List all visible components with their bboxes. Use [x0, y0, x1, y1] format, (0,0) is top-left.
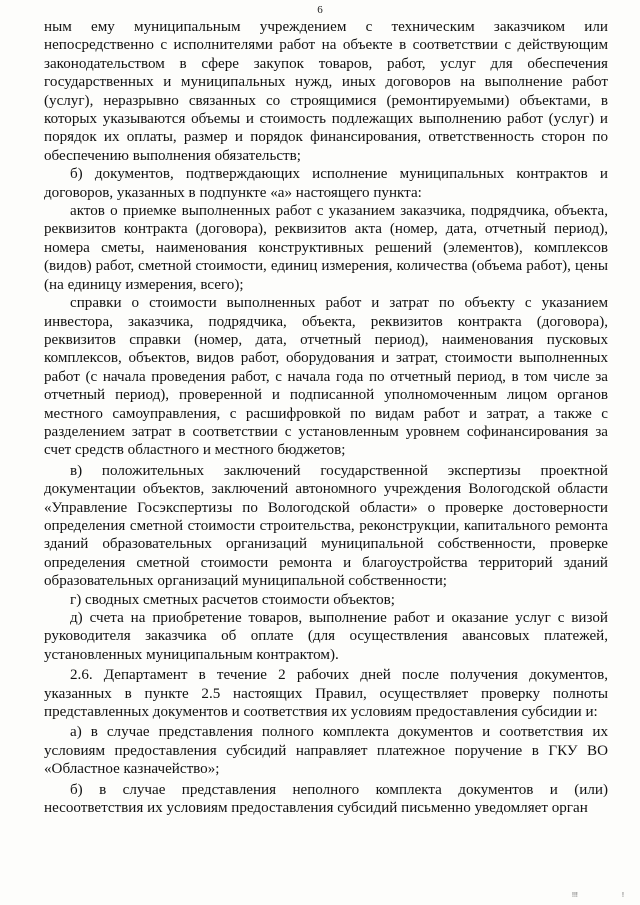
paragraph-a-complete: а) в случае представления полного комплекта документов и соответствия их условиям предоставления субсидий направляет платежное поручение в ГКУ ВО «Областное казначейство»; [44, 724, 608, 778]
footer-mark-right: ! [622, 892, 624, 899]
paragraph-g-estimates: г) сводных сметных расчетов стоимости объектов; [70, 591, 396, 608]
footer-mark-left: !!! [572, 892, 578, 899]
page-number: 6 [317, 4, 323, 16]
paragraph-2-6: 2.6. Департамент в течение 2 рабочих дней после получения документов, указанных в пункте 2.5 настоящих Правил, осуществляет проверку полноты представленных документов и соответствия их условиям предоставления субсидии и: [44, 667, 608, 721]
paragraph-v-expertise: в) положительных заключений государственной экспертизы проектной документации объектов, заключений автономного учреждения Вологодской области «Управление Госэкспертизы по Вологодской области» о проверке достоверности определения сметной стоимости строительства, реконструкции, капитального ремонта зданий образовательных организаций муниципальной собственности, проверке определения сметной стоимости ремонта и благоустройства территорий зданий образовательных организаций муниципальной собственности; [44, 462, 608, 590]
paragraph-continuation: ным ему муниципальным учреждением с техническим заказчиком или непосредственно с исполнителями работ на объекте в соответствии с действующим законодательством в сфере закупок товаров, работ, услуг для обеспечения государственных и муниципальных нужд, иных договоров на выполнение работ (услуг), неразрывно связанных со строящимися (ремонтируемыми) объектами, в которых указываются объемы и стоимость подлежащих выполнению работ (услуг) и порядок их оплаты, размер и порядок финансирования, ответственность сторон по обеспечению выполнения обязательств; [44, 19, 608, 164]
document-body [44, 18, 608, 817]
paragraph-d-invoices: д) счета на приобретение товаров, выполнение работ и оказание услуг с визой руководителя заказчика об оплате (для осуществления авансовых платежей, установленных муниципальным контрактом). [44, 610, 608, 663]
paragraph-cost-certificate: справки о стоимости выполненных работ и затрат по объекту с указанием инвестора, заказчика, подрядчика, объекта, реквизитов контракта (договора), реквизитов справки (номер, дата, отчетный период), наименования пусковых комплексов, объектов, видов работ, оборудования и затрат, стоимости выполненных работ (с начала проведения работ, с начала года по отчетный период, в том числе за отчетный период), проверенной и подписанной уполномоченным лицом органов местного самоуправления, с расшифровкой по видам работ и затрат, а также с разделением затрат в соответствии с установленным уровнем софинансирования за счет средств областного и местного бюджетов; [44, 295, 608, 459]
paragraph-b-incomplete: б) в случае представления неполного комплекта документов и (или) несоответствия их условиям предоставления субсидий письменно уведомляет орган [44, 781, 608, 817]
paragraph-b-documents: б) документов, подтверждающих исполнение муниципальных контрактов и договоров, указанных в подпункте «а» настоящего пункта: [44, 166, 608, 201]
paragraph-acts: актов о приемке выполненных работ с указанием заказчика, подрядчика, объекта, реквизитов контракта (договора), реквизитов акта (номер, дата, отчетный период), номера сметы, наименования конструктивных решений (элементов), комплексов (видов) работ, сметной стоимости, единиц измерения, количества (объема работ), цены (на единицу измерения, всего); [44, 203, 608, 293]
